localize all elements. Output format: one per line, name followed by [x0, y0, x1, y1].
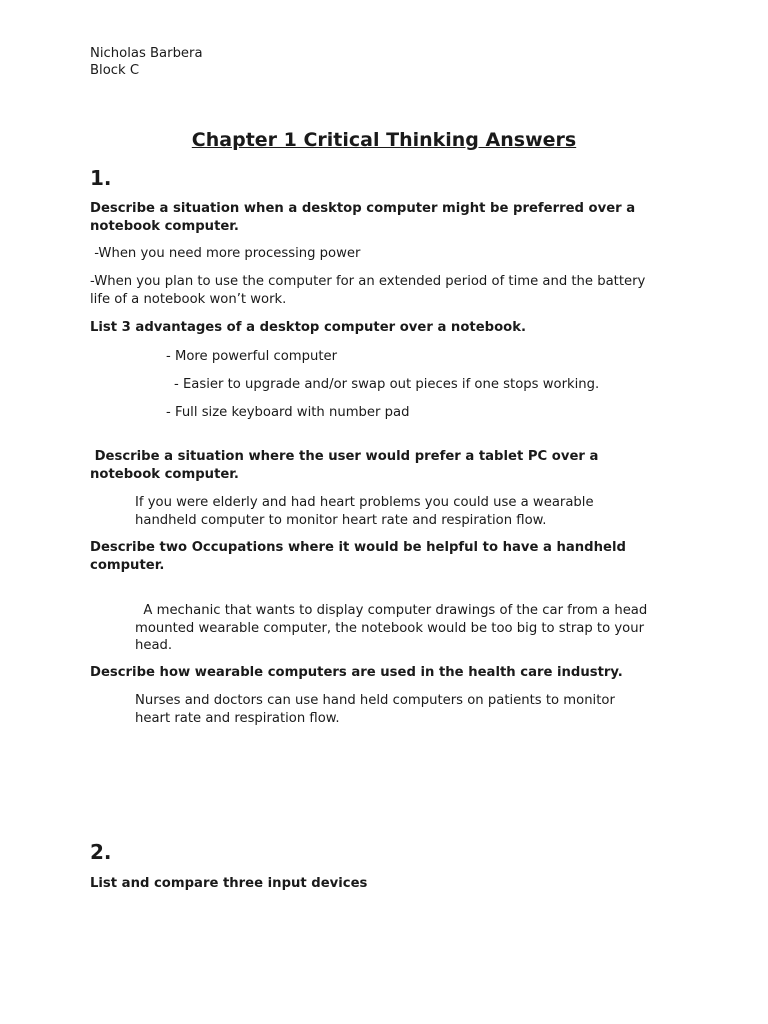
answer-1-line-1: -When you need more processing power — [90, 246, 361, 261]
section-2-number: 2. — [90, 840, 112, 864]
page-title: Chapter 1 Critical Thinking Answers — [191, 129, 577, 151]
section-2-question-1: List and compare three input devices — [90, 876, 368, 891]
answer-1-line-3: life of a notebook won’t work. — [90, 292, 287, 307]
advantage-1: - More powerful computer — [166, 349, 338, 364]
answer-5-line-2: heart rate and respiration flow. — [135, 711, 340, 726]
answer-5-line-1: Nurses and doctors can use hand held computers on patients to monitor — [135, 693, 615, 708]
answer-1-line-2: -When you plan to use the computer for an extended period of time and the battery — [90, 274, 646, 289]
question-3-line-2: notebook computer. — [90, 467, 239, 482]
author-name: Nicholas Barbera — [90, 46, 203, 61]
answer-4-line-3: head. — [135, 638, 173, 653]
section-1-number: 1. — [90, 166, 112, 190]
question-4-line-2: computer. — [90, 558, 165, 573]
question-2: List 3 advantages of a desktop computer over a notebook. — [90, 320, 526, 335]
advantage-3: - Full size keyboard with number pad — [166, 405, 410, 420]
answer-3-line-2: handheld computer to monitor heart rate and respiration flow. — [135, 513, 547, 528]
question-3-line-1: Describe a situation where the user would prefer a tablet PC over a — [90, 449, 599, 464]
class-block: Block C — [90, 63, 140, 78]
question-1-line-1: Describe a situation when a desktop computer might be preferred over a — [90, 201, 636, 216]
answer-4-line-2: mounted wearable computer, the notebook would be too big to strap to your — [135, 621, 645, 636]
answer-3-line-1: If you were elderly and had heart problems you could use a wearable — [135, 495, 594, 510]
question-4-line-1: Describe two Occupations where it would be helpful to have a handheld — [90, 540, 626, 555]
question-1-line-2: notebook computer. — [90, 219, 239, 234]
answer-4-line-1: A mechanic that wants to display computer drawings of the car from a head — [135, 603, 648, 618]
question-5: Describe how wearable computers are used in the health care industry. — [90, 665, 623, 680]
advantage-2: - Easier to upgrade and/or swap out pieces if one stops working. — [174, 377, 600, 392]
